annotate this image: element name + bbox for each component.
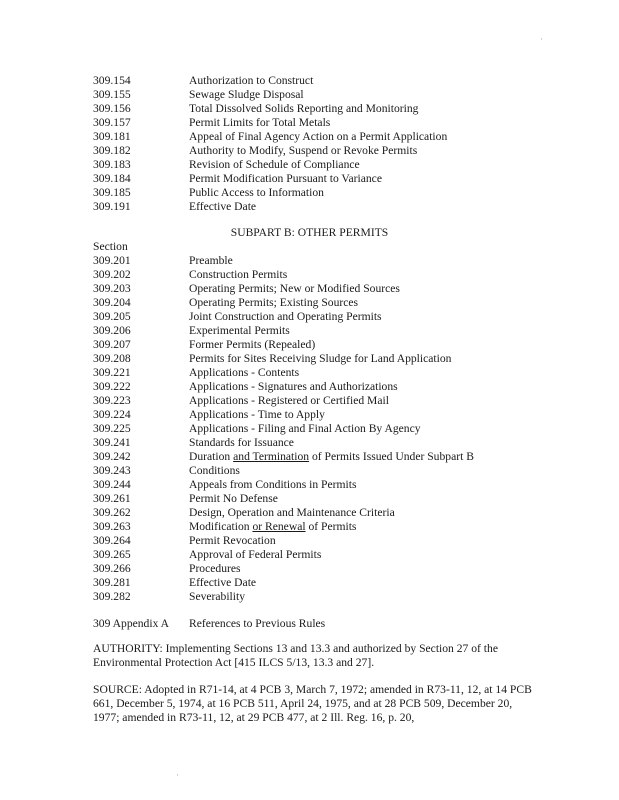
- section-title: Procedures: [189, 562, 241, 575]
- section-number: 309.242: [93, 450, 131, 463]
- section-number: 309.241: [93, 436, 131, 449]
- section-number: 309.261: [93, 492, 131, 505]
- section-title: Preamble: [189, 254, 233, 267]
- section-title: Public Access to Information: [189, 186, 324, 199]
- section-number: 309.182: [93, 144, 131, 157]
- section-number: 309.223: [93, 394, 131, 407]
- section-row: [0, 352, 619, 366]
- section-title: Permits for Sites Receiving Sludge for Land Application: [189, 352, 452, 365]
- section-title: Severability: [189, 590, 246, 603]
- section-row: [0, 74, 619, 88]
- section-number: 309.244: [93, 478, 131, 491]
- subpart-b-heading: SUBPART B: OTHER PERMITS: [230, 226, 389, 239]
- section-number: 309.222: [93, 380, 131, 393]
- section-row: [0, 478, 619, 492]
- section-row: [0, 366, 619, 380]
- section-title: Approval of Federal Permits: [189, 548, 322, 561]
- section-number: 309.156: [93, 102, 131, 115]
- section-row: [0, 102, 619, 116]
- section-title: Design, Operation and Maintenance Criteria: [189, 506, 395, 519]
- section-title: Applications - Contents: [189, 366, 300, 379]
- section-number: 309.185: [93, 186, 131, 199]
- section-title: Operating Permits; New or Modified Sources: [189, 282, 400, 295]
- section-number: 309.262: [93, 506, 131, 519]
- section-title: Permit Limits for Total Metals: [189, 116, 331, 129]
- section-column-label: Section: [93, 240, 128, 253]
- section-number: 309.191: [93, 200, 131, 213]
- section-row: [0, 186, 619, 200]
- section-row: [0, 576, 619, 590]
- section-number: 309.224: [93, 408, 131, 421]
- section-row: [0, 548, 619, 562]
- section-title: Operating Permits; Existing Sources: [189, 296, 359, 309]
- section-number: 309.181: [93, 130, 131, 143]
- section-title: Permit Modification Pursuant to Variance: [189, 172, 382, 185]
- section-number: 309.263: [93, 520, 131, 533]
- section-title: Standards for Issuance: [189, 436, 294, 449]
- section-row: [0, 450, 619, 464]
- section-title: Total Dissolved Solids Reporting and Monitoring: [189, 102, 419, 115]
- section-row: [0, 422, 619, 436]
- section-number: 309.155: [93, 88, 131, 101]
- section-number: 309.281: [93, 576, 131, 589]
- section-title: Effective Date: [189, 200, 257, 213]
- section-title: Former Permits (Repealed): [189, 338, 316, 351]
- section-title: Appeal of Final Agency Action on a Permit Application: [189, 130, 448, 143]
- title-text: of Permits Issued Under Subpart B: [309, 450, 474, 463]
- section-title: Sewage Sludge Disposal: [189, 88, 304, 101]
- section-number: 309.183: [93, 158, 131, 171]
- section-row: [0, 310, 619, 324]
- section-row: [0, 520, 619, 534]
- section-row: [0, 268, 619, 282]
- section-row: [0, 144, 619, 158]
- title-text: of Permits: [305, 520, 357, 533]
- underlined-amendment-text: or Renewal: [252, 520, 306, 533]
- section-row: [0, 254, 619, 268]
- section-title: Joint Construction and Operating Permits: [189, 310, 382, 323]
- section-title: Conditions: [189, 464, 240, 477]
- authority-note: AUTHORITY: Implementing Sections 13 and 13.3 and authorized by Section 27 of the Environmental Protection Act [415 ILCS 5/13, 13.3 and 27].: [93, 642, 498, 669]
- section-title: Applications - Filing and Final Action By Agency: [189, 422, 421, 435]
- section-number: 309.221: [93, 366, 131, 379]
- section-row: [0, 506, 619, 520]
- section-title: Experimental Permits: [189, 324, 290, 337]
- section-title: [189, 450, 474, 464]
- section-number: 309.201: [93, 254, 131, 267]
- section-number: 309.243: [93, 464, 131, 477]
- scan-mark: ·: [176, 770, 179, 780]
- section-row: [0, 338, 619, 352]
- section-row: [0, 436, 619, 450]
- title-text: Modification: [189, 520, 253, 533]
- section-number: 309.282: [93, 590, 131, 603]
- section-number: 309.264: [93, 534, 131, 547]
- section-title: Applications - Time to Apply: [189, 408, 325, 421]
- section-number: 309.266: [93, 562, 131, 575]
- section-row: [0, 492, 619, 506]
- section-row: [0, 116, 619, 130]
- section-row: [0, 200, 619, 214]
- section-number: 309.157: [93, 116, 131, 129]
- appendix-title: References to Previous Rules: [189, 617, 326, 630]
- section-number: 309.208: [93, 352, 131, 365]
- section-number: 309.154: [93, 74, 131, 87]
- section-title: Authorization to Construct: [189, 74, 314, 87]
- appendix-number: 309 Appendix A: [93, 617, 170, 630]
- section-label-row: [0, 240, 619, 254]
- section-title: Authority to Modify, Suspend or Revoke Permits: [189, 144, 418, 157]
- underlined-amendment-text: and Termination: [233, 450, 310, 463]
- section-number: 309.184: [93, 172, 131, 185]
- section-row: [0, 130, 619, 144]
- section-number: 309.265: [93, 548, 131, 561]
- section-number: 309.225: [93, 422, 131, 435]
- section-row: [0, 172, 619, 186]
- section-title: Revision of Schedule of Compliance: [189, 158, 360, 171]
- section-row: [0, 380, 619, 394]
- section-title: Effective Date: [189, 576, 257, 589]
- section-row: [0, 394, 619, 408]
- section-row: [0, 324, 619, 338]
- appendix-row: [0, 617, 619, 631]
- section-number: 309.205: [93, 310, 131, 323]
- section-row: [0, 158, 619, 172]
- section-title: Permit No Defense: [189, 492, 278, 505]
- section-number: 309.202: [93, 268, 131, 281]
- section-number: 309.203: [93, 282, 131, 295]
- section-row: [0, 88, 619, 102]
- section-row: [0, 590, 619, 604]
- section-number: 309.207: [93, 338, 131, 351]
- section-title: Applications - Registered or Certified Mail: [189, 394, 389, 407]
- section-number: 309.206: [93, 324, 131, 337]
- title-text: Duration: [189, 450, 234, 463]
- section-title: Permit Revocation: [189, 534, 276, 547]
- section-title: Appeals from Conditions in Permits: [189, 478, 357, 491]
- section-row: [0, 464, 619, 478]
- section-row: [0, 296, 619, 310]
- section-title: Construction Permits: [189, 268, 288, 281]
- section-number: 309.204: [93, 296, 131, 309]
- section-title: Applications - Signatures and Authorizations: [189, 380, 398, 393]
- section-row: [0, 282, 619, 296]
- section-title: [189, 520, 356, 534]
- section-row: [0, 534, 619, 548]
- source-note: SOURCE: Adopted in R71-14, at 4 PCB 3, March 7, 1972; amended in R73-11, 12, at 14 PCB 661, December 5, 1974, at 16 PCB 511, April 24, 1975, and at 28 PCB 509, December 20, 1977; amended in R73-11, 12, at 29 PCB 477, at 2 Ill. Reg. 16, p. 20,: [93, 683, 532, 724]
- section-row: [0, 408, 619, 422]
- scan-mark: ·: [540, 34, 543, 44]
- section-row: [0, 562, 619, 576]
